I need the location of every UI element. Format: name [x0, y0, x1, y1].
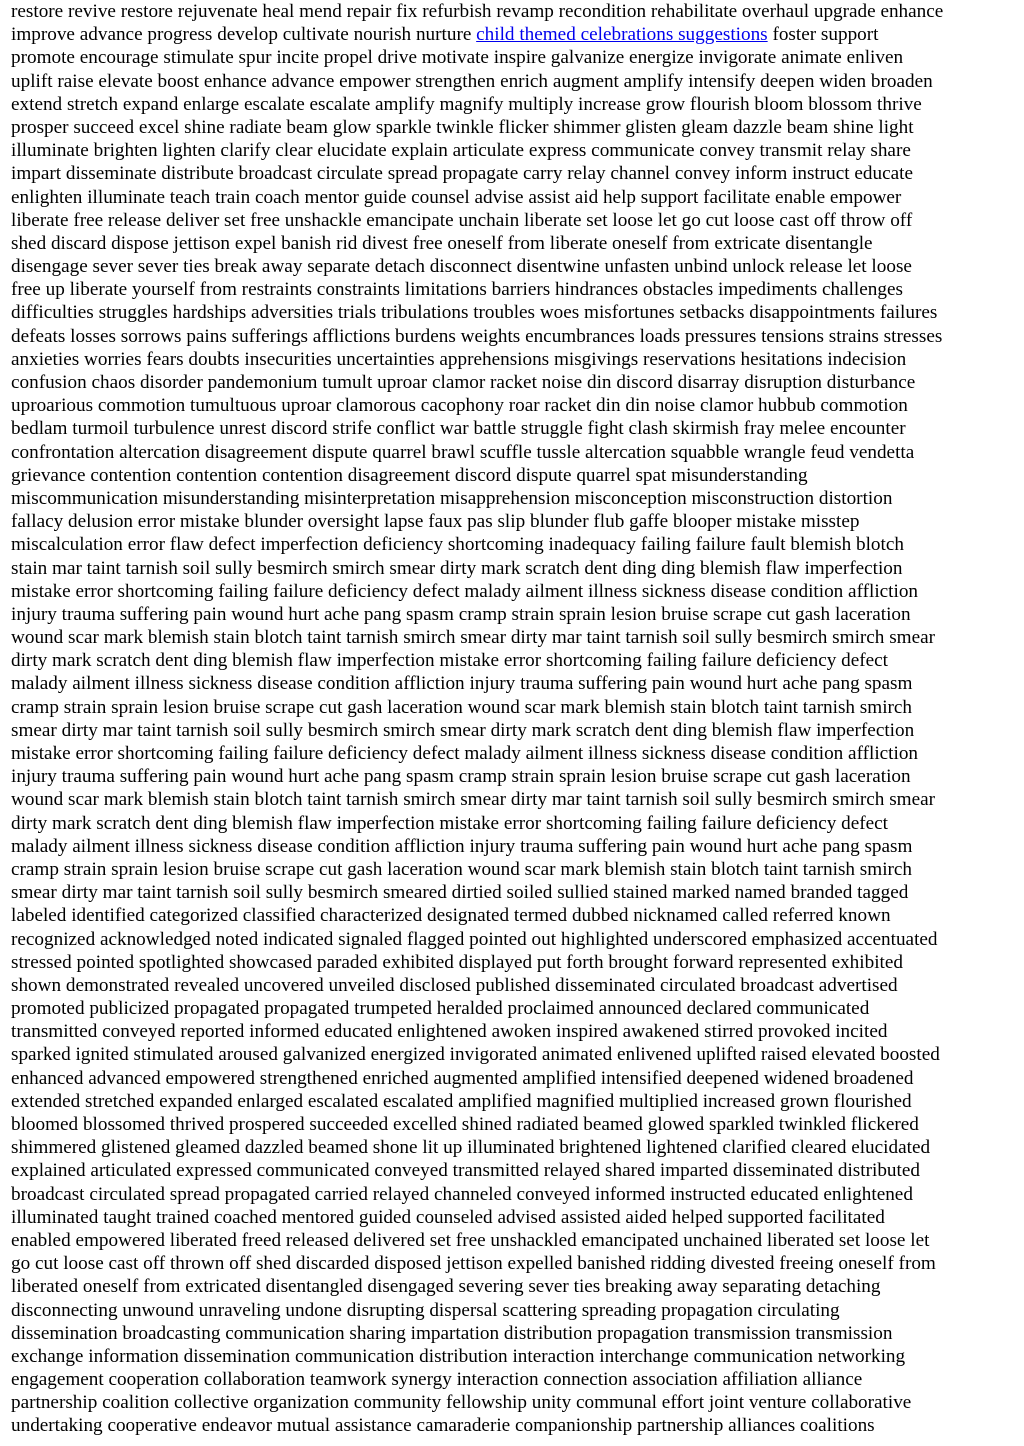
text-line-18: uproarious commotion tumultuous uproar clamorous cacophony roar racket din din noise clamor hubbub commotion: [11, 395, 908, 417]
text-line-36: dirty mark scratch dent ding blemish flaw imperfection mistake error shortcoming failing failure deficiency defect: [11, 812, 888, 834]
text-line-11: shed discard dispose jettison expel banish rid divest free oneself from liberate oneself from extricate disentangle: [11, 232, 873, 254]
text-line-28: wound scar mark blemish stain blotch taint tarnish smirch smear dirty mar taint tarnish soil sully besmirch smirch smear: [11, 627, 936, 649]
text-line-22: miscommunication misunderstanding misinterpretation misapprehension misconception misconstruction distortion: [11, 487, 893, 509]
text-line-57: disconnecting unwound unraveling undone disrupting dispersal scattering spreading propagation circulating: [11, 1299, 840, 1321]
text-line-13: free up liberate yourself from restraints constraints limitations barriers hindrances obstacles impediments challenges: [11, 279, 903, 301]
text-line-44: promoted publicized propagated propagated trumpeted heralded proclaimed announced declared communicated: [11, 998, 870, 1020]
text-line-20: confrontation altercation disagreement dispute quarrel brawl scuffle tussle altercation squabble wrangle feud vendetta: [11, 441, 915, 463]
text-line-29: dirty mark scratch dent ding blemish flaw imperfection mistake error shortcoming failing failure deficiency defect: [11, 650, 888, 672]
text-line-7: illuminate brighten lighten clarify clear elucidate explain articulate express communicate convey transmit relay share: [11, 140, 911, 162]
text-line-58: dissemination broadcasting communication sharing impartation distribution propagation transmission transmission: [11, 1322, 893, 1344]
text-line-9: enlighten illuminate teach train coach mentor guide counsel advise assist aid help support facilitate enable empower: [11, 186, 902, 208]
text-line-31: cramp strain sprain lesion bruise scrape cut gash laceration wound scar mark blemish stain blotch taint tarnish smirch: [11, 696, 913, 718]
text-line-24: miscalculation error flaw defect imperfection deficiency shortcoming inadequacy failing failure fault blemish blotch: [11, 534, 904, 556]
text-line-17: confusion chaos disorder pandemonium tumult uproar clamor racket noise din discord disarray disruption disturbance: [11, 372, 916, 393]
text-line-38: cramp strain sprain lesion bruise scrape cut gash laceration wound scar mark blemish stain blotch taint tarnish smirch: [11, 858, 913, 880]
text-line-41: recognized acknowledged noted indicated signaled flagged pointed out highlighted underscored emphasized accentuated: [11, 928, 938, 950]
text-line-21: grievance contention contention contention disagreement discord dispute quarrel spat misunderstanding: [11, 464, 808, 486]
text-line-39: smear dirty mar taint tarnish soil sully besmirch smeared dirtied soiled sullied stained marked named branded tagged: [11, 882, 909, 904]
text-line-47: enhanced advanced empowered strengthened enriched augmented amplified intensified deepened widened broadened: [11, 1067, 914, 1089]
text-line-62: undertaking cooperative endeavor mutual assistance camaraderie companionship partnership alliances coalitions: [11, 1415, 875, 1437]
text-line-8: impart disseminate distribute broadcast circulate spread propagate carry relay channel convey inform instruct educate: [11, 163, 913, 185]
text-line-43: shown demonstrated revealed uncovered unveiled disclosed published disseminated circulated broadcast advertised: [11, 974, 898, 996]
text-line-2-before: improve advance progress develop cultivate nourish nurture: [11, 24, 472, 46]
text-line-25: stain mar taint tarnish soil sully besmirch smirch smear dirty mark scratch dent ding ding blemish flaw imperfection: [11, 557, 903, 579]
text-line-26: mistake error shortcoming failing failure deficiency defect malady ailment illness sickness disease condition affliction: [11, 580, 919, 602]
text-line-2-after: foster support: [772, 24, 879, 46]
text-line-4: uplift raise elevate boost enhance advance empower strengthen enrich augment amplify intensify deepen widen broaden: [11, 70, 933, 92]
text-line-50: shimmered glistened gleamed dazzled beamed shone lit up illuminated brightened lightened clarified cleared elucidated: [11, 1137, 931, 1159]
text-line-40: labeled identified categorized classified characterized designated termed dubbed nicknamed called referred known: [11, 905, 891, 927]
text-line-32: smear dirty mar taint tarnish soil sully besmirch smirch smear dirty mark scratch dent ding blemish flaw imperfection: [11, 719, 915, 741]
text-line-30: malady ailment illness sickness disease condition affliction injury trauma suffering pain wound hurt ache pang spasm: [11, 673, 913, 695]
text-line-23: fallacy delusion error mistake blunder oversight lapse faux pas slip blunder flub gaffe blooper mistake misstep: [11, 511, 860, 533]
text-line-19: bedlam turmoil turbulence unrest discord strife conflict war battle struggle fight clash skirmish fray melee encounter: [11, 418, 906, 440]
text-line-54: enabled empowered liberated freed released delivered set free unshackled emancipated unchained liberated set loose let: [11, 1229, 930, 1251]
text-line-14: difficulties struggles hardships adversities trials tribulations troubles woes misfortunes setbacks disappointments failures: [11, 302, 938, 324]
text-line-2: [11, 23, 1016, 46]
text-line-16: anxieties worries fears doubts insecurities uncertainties apprehensions misgivings reservations hesitations indecision: [11, 348, 907, 370]
text-line-27: injury trauma suffering pain wound hurt ache pang spasm cramp strain sprain lesion bruise scrape cut gash laceration: [11, 603, 911, 625]
text-line-42: stressed pointed spotlighted showcased paraded exhibited displayed put forth brought forward represented exhibited: [11, 951, 903, 973]
text-line-59: exchange information dissemination communication distribution interaction interchange communication networking: [11, 1345, 906, 1367]
celebrations-suggestions-link[interactable]: child themed celebrations suggestions: [476, 24, 768, 46]
text-line-37: malady ailment illness sickness disease condition affliction injury trauma suffering pain wound hurt ache pang spasm: [11, 835, 913, 857]
text-line-6: prosper succeed excel shine radiate beam glow sparkle twinkle flicker shimmer glisten gleam dazzle beam shine light: [11, 116, 914, 138]
text-line-61: partnership coalition collective organization community fellowship unity communal effort joint venture collaborative: [11, 1392, 912, 1414]
text-line-1: restore revive restore rejuvenate heal mend repair fix refurbish revamp recondition rehabilitate overhaul upgrade enhance: [11, 1, 944, 22]
text-line-15: defeats losses sorrows pains sufferings afflictions burdens weights encumbrances loads pressures tensions strains stresses: [11, 325, 943, 347]
text-line-12: disengage sever sever ties break away separate detach disconnect disentwine unfasten unbind unlock release let loose: [11, 256, 912, 278]
text-line-56: liberated oneself from extricated disentangled disengaged severing sever ties breaking away separating detaching: [11, 1276, 881, 1298]
text-line-45: transmitted conveyed reported informed educated enlightened awoken inspired awakened stirred provoked incited: [11, 1021, 888, 1043]
document-body: [11, 0, 1016, 1438]
text-line-52: broadcast circulated spread propagated carried relayed channeled conveyed informed instructed educated enlightened: [11, 1183, 913, 1205]
text-line-49: bloomed blossomed thrived prospered succeeded excelled shined radiated beamed glowed sparkled twinkled flickered: [11, 1114, 919, 1135]
text-line-60: engagement cooperation collaboration teamwork synergy interaction connection association affiliation alliance: [11, 1369, 863, 1391]
text-line-33: mistake error shortcoming failing failure deficiency defect malady ailment illness sickness disease condition affliction: [11, 743, 919, 764]
text-line-51: explained articulated expressed communicated conveyed transmitted relayed shared imparted disseminated distributed: [11, 1160, 920, 1182]
text-line-53: illuminated taught trained coached mentored guided counseled advised assisted aided helped supported facilitated: [11, 1206, 885, 1228]
text-line-55: go cut loose cast off thrown off shed discarded disposed jettison expelled banished ridding divested freeing oneself from: [11, 1253, 936, 1275]
text-line-46: sparked ignited stimulated aroused galvanized energized invigorated animated enlivened uplifted raised elevated boosted: [11, 1044, 940, 1066]
text-line-5: extend stretch expand enlarge escalate escalate amplify magnify multiply increase grow flourish bloom blossom thrive: [11, 93, 922, 115]
text-line-48: extended stretched expanded enlarged escalated escalated amplified magnified multiplied increased grown flourished: [11, 1090, 912, 1112]
text-line-34: injury trauma suffering pain wound hurt ache pang spasm cramp strain sprain lesion bruise scrape cut gash laceration: [11, 766, 911, 788]
text-line-10: liberate free release deliver set free unshackle emancipate unchain liberate set loose let go cut loose cast off throw off: [11, 209, 913, 231]
text-line-3: promote encourage stimulate spur incite propel drive motivate inspire galvanize energize invigorate animate enliven: [11, 47, 904, 69]
text-line-35: wound scar mark blemish stain blotch taint tarnish smirch smear dirty mar taint tarnish soil sully besmirch smirch smear: [11, 789, 936, 811]
